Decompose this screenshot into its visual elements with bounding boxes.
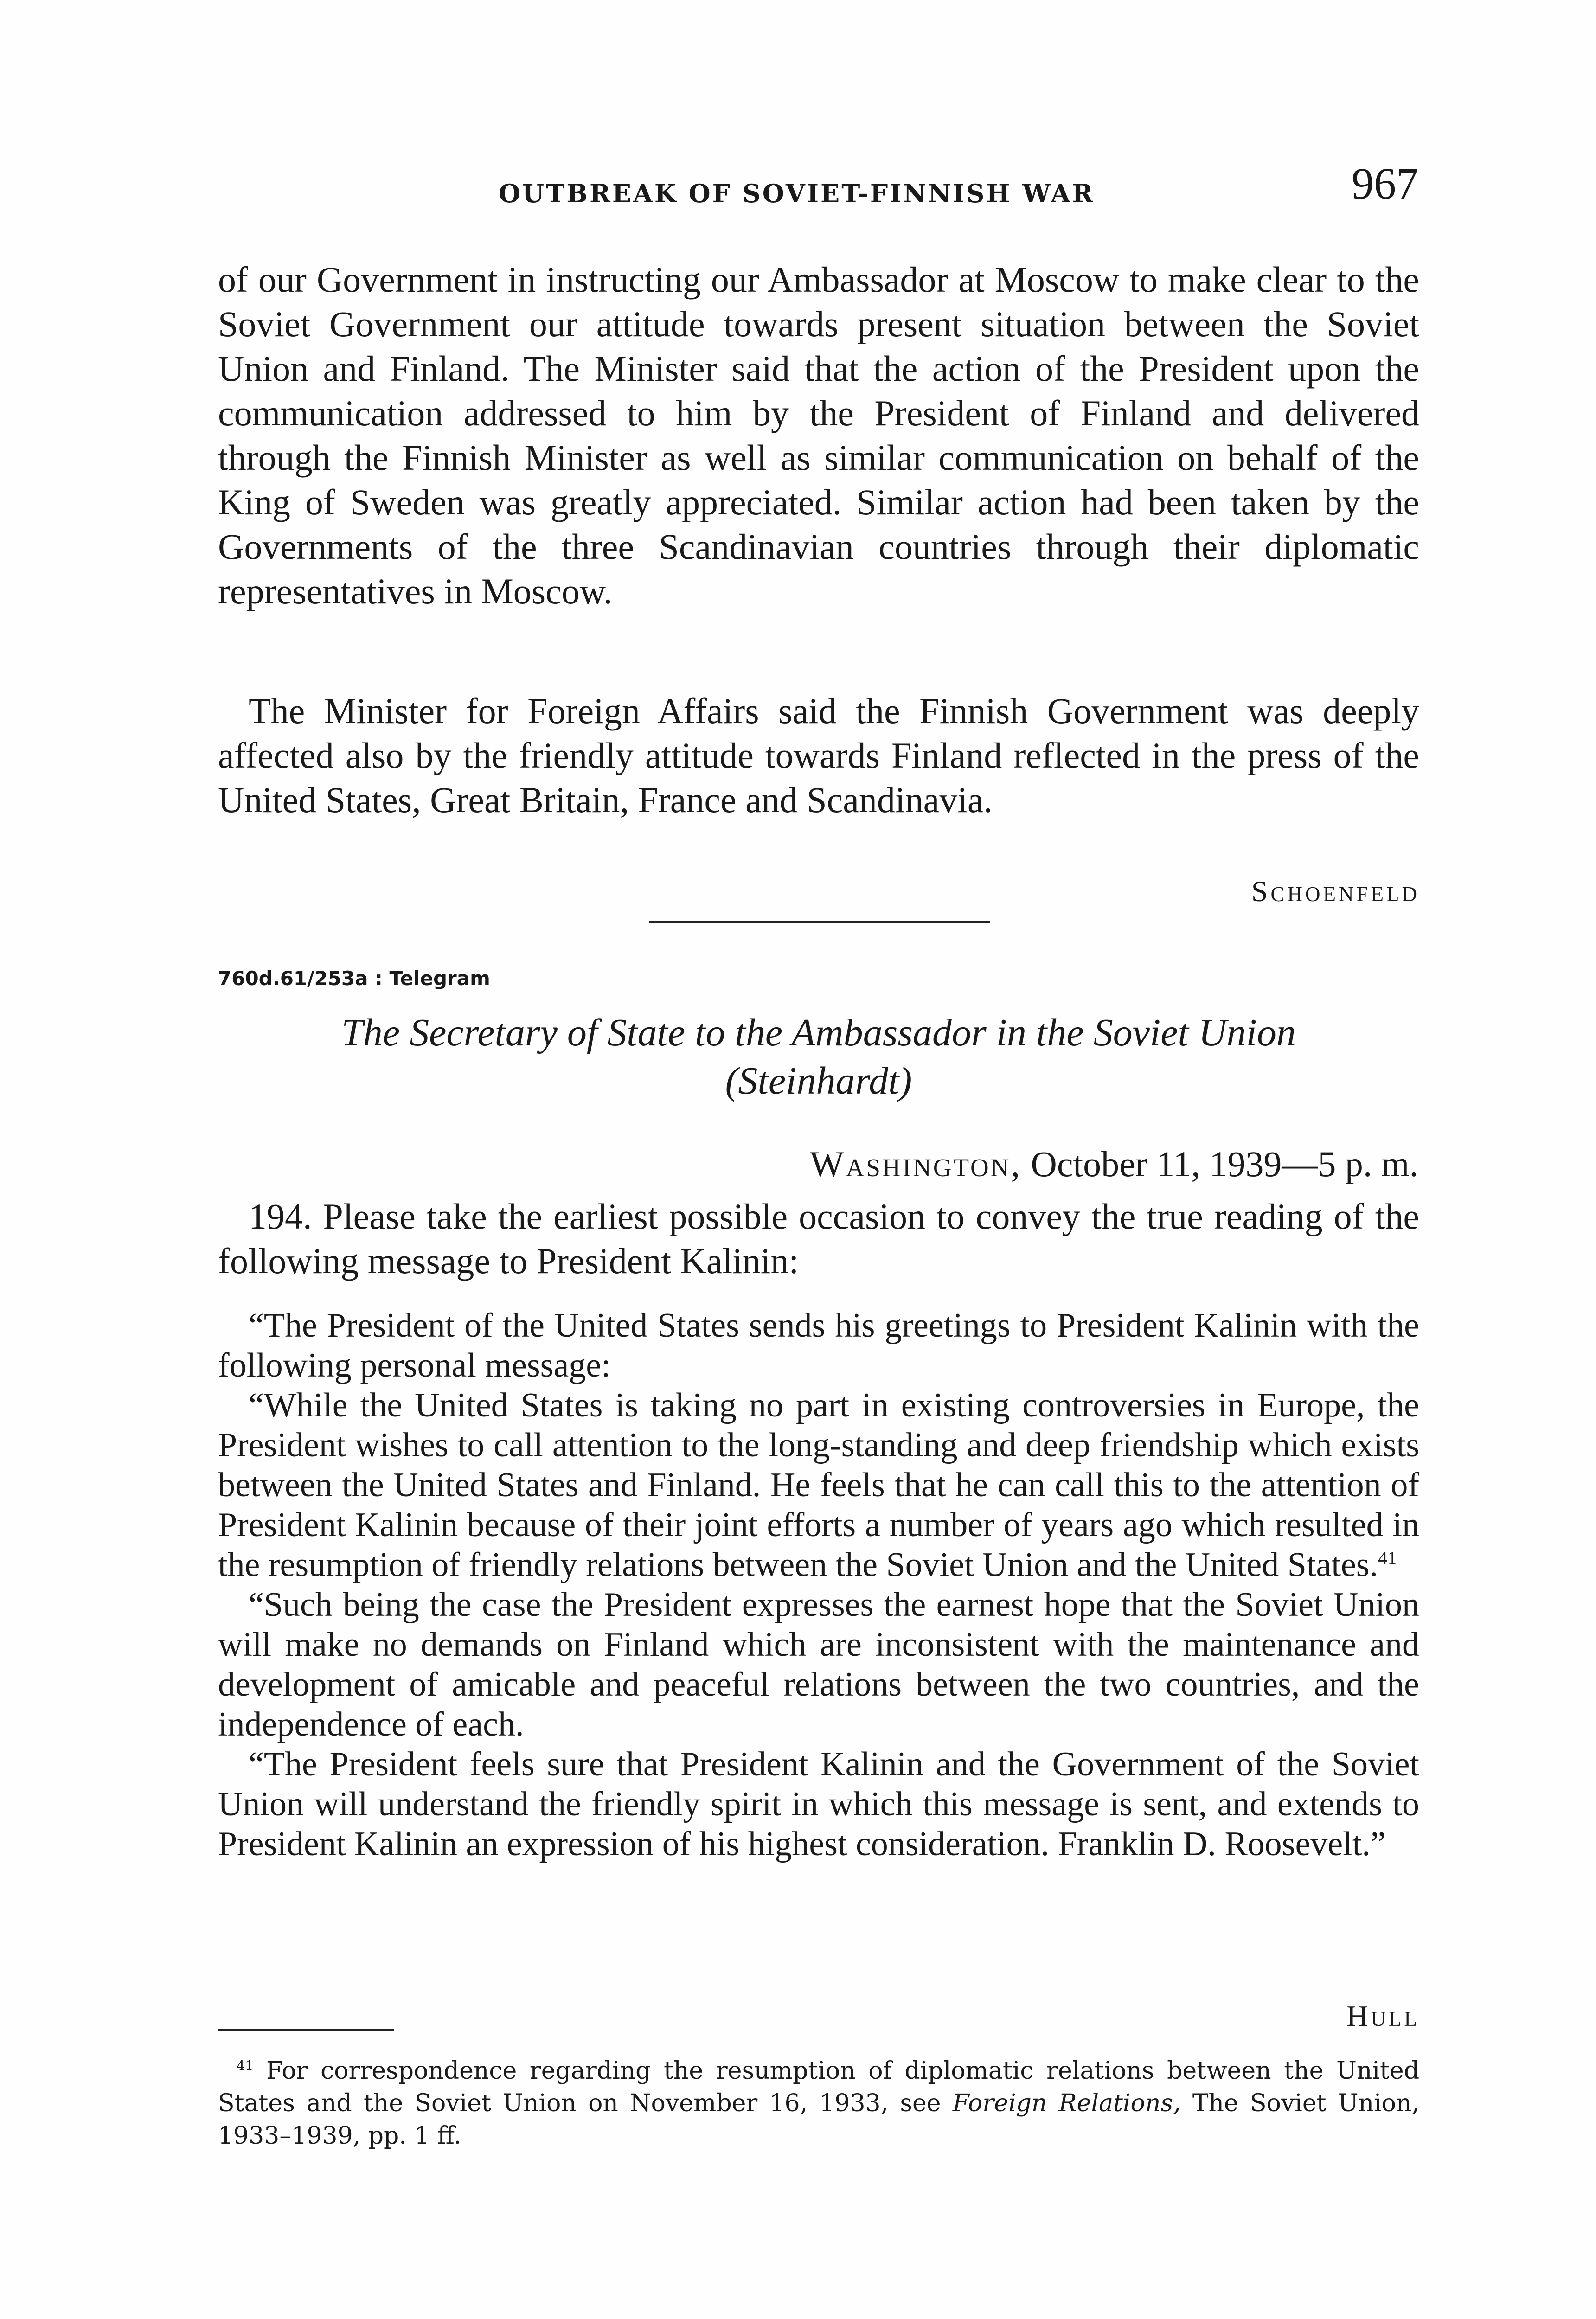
- page-number: 967: [1352, 159, 1418, 208]
- message-paragraph-4: “The President feels sure that President Kalinin and the Government of the Soviet Union will understand the friendly spirit in which this message is sent, and extends to President Kalinin an expression of his highest consideration. Franklin D. Roosevelt.”: [218, 1745, 1419, 1863]
- footnote: [218, 2055, 1419, 2152]
- dateline-date: October 11, 1939—5 p. m.: [1022, 1144, 1418, 1184]
- footnote-marker: 41: [237, 2057, 254, 2074]
- footnote-text-1: For correspondence regarding the resumption of diplomatic relations between the United States and the Soviet Union on November 16, 1933, see: [218, 2057, 1419, 2117]
- message-paragraph-3: “Such being the case the President expresses the earnest hope that the Soviet Union will make no demands on Finland which are inconsistent with the maintenance and development of amicable and peaceful relations between the two countries, and the independence of each.: [218, 1586, 1419, 1743]
- message-paragraph-1: “The President of the United States sends his greetings to President Kalinin with the following personal message:: [218, 1307, 1419, 1384]
- dateline-city: Washington,: [810, 1144, 1022, 1184]
- footnote-reference: 41: [1378, 1547, 1397, 1569]
- presidential-message: [218, 1306, 1419, 1864]
- signature-hull: Hull: [1346, 1999, 1420, 2032]
- telegram-heading: [218, 1009, 1419, 1105]
- footnote-divider: [218, 2029, 394, 2031]
- section1-body-2: [218, 689, 1419, 822]
- telegram-paragraph-194: 194. Please take the earliest possible occasion to convey the true reading of the following message to President Kalinin:: [218, 1196, 1419, 1281]
- dateline: [810, 1143, 1418, 1185]
- section1-paragraph-2: The Minister for Foreign Affairs said the Finnish Government was deeply affected also by the friendly attitude towards Finland reflected in the press of the United States, Great Britain, France and Scandinavia.: [218, 691, 1419, 820]
- document-reference: 760d.61/253a : Telegram: [218, 967, 490, 990]
- message-paragraph-2: [218, 1385, 1419, 1585]
- section1-paragraph-1: of our Government in instructing our Ambassador at Moscow to make clear to the Soviet Government our attitude towards present situation between the Soviet Union and Finland. The Minister said that the action of the President upon the communication addressed to him by the President of Finland and delivered through the Finnish Minister as well as similar communication on behalf of the King of Sweden was greatly appreciated. Similar action had been taken by the Governments of the three Scandinavian countries through their diplomatic representatives in Moscow.: [218, 259, 1419, 611]
- footnote-italic-title: Foreign Relations,: [952, 2089, 1181, 2117]
- section-divider: [649, 921, 990, 923]
- section1-body: [218, 257, 1419, 614]
- telegram-intro: [218, 1194, 1419, 1283]
- message-paragraph-2-text: “While the United States is taking no part in existing controversies in Europe, the President wishes to call attention to the long-standing and deep friendship which exists between the United States and Finland. He feels that he can call this to the attention of President Kalinin because of their joint efforts a number of years ago which resulted in the resumption of friendly relations between the Soviet Union and the United States.: [218, 1386, 1419, 1584]
- telegram-heading-line-2: (Steinhardt): [725, 1059, 912, 1102]
- signature-schoenfeld: Schoenfeld: [1251, 875, 1420, 908]
- running-header-title: OUTBREAK OF SOVIET-FINNISH WAR: [499, 179, 1095, 208]
- telegram-heading-line-1: The Secretary of State to the Ambassador in the Soviet Union: [341, 1011, 1296, 1054]
- footnote-text-2: The Soviet Union, 1933–1939, pp. 1 ff.: [218, 2089, 1420, 2150]
